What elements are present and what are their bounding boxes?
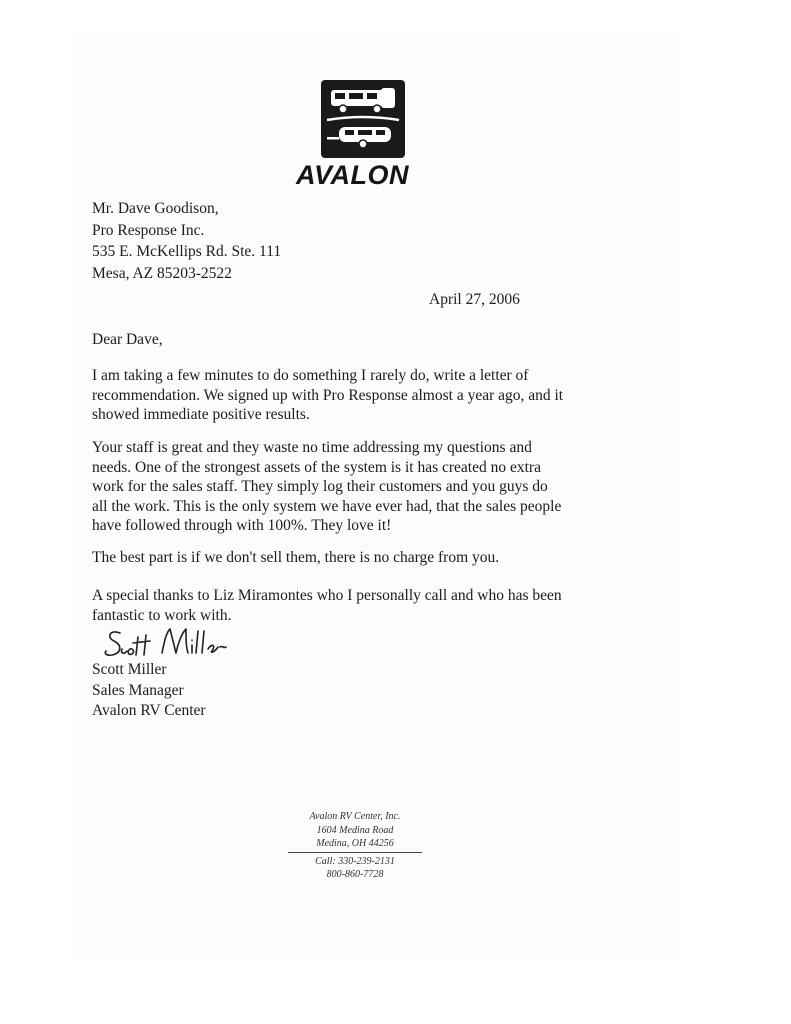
footer-city: Medina, OH 44256 (316, 838, 394, 849)
rv-vehicles-icon (321, 80, 405, 158)
signer-block (92, 660, 206, 722)
brand-name: AVALON (296, 160, 409, 190)
footer-phone: Call: 330-239-2131 (315, 855, 395, 867)
paragraph-line: work for the sales staff. They simply log their customers and you guys do (92, 478, 548, 495)
paragraph-line: fantastic to work with. (92, 606, 232, 624)
paragraph-line: all the work. This is the only system we have ever had, that the sales people (92, 497, 562, 515)
body-paragraph-4 (92, 586, 612, 625)
signer-company: Avalon RV Center (92, 702, 206, 719)
recipient-city-state-zip: Mesa, AZ 85203-2522 (92, 264, 232, 282)
recipient-company: Pro Response Inc. (92, 221, 205, 239)
signer-name: Scott Miller (92, 661, 167, 678)
recipient-name: Mr. Dave Goodison, (92, 200, 219, 217)
body-paragraph-2 (92, 438, 612, 536)
paragraph-line: The best part is if we don't sell them, there is no charge from you. (92, 549, 500, 566)
recipient-address (92, 198, 281, 284)
paragraph-line: showed immediate positive results. (92, 406, 310, 423)
recipient-street: 535 E. McKellips Rd. Ste. 111 (92, 243, 282, 260)
footer-divider (288, 852, 422, 853)
paragraph-line: recommendation. We signed up with Pro Response almost a year ago, and it (92, 386, 564, 404)
footer-address (280, 810, 430, 882)
footer-street: 1604 Medina Road (316, 824, 394, 836)
paragraph-line: needs. One of the strongest assets of the system is it has created no extra (92, 458, 541, 476)
salutation: Dear Dave, (92, 331, 163, 348)
letter-date: April 27, 2006 (429, 291, 520, 308)
signer-title: Sales Manager (92, 681, 184, 699)
footer-tollfree: 800-860-7728 (326, 869, 384, 880)
paragraph-line: Your staff is great and they waste no time addressing my questions and (92, 439, 532, 456)
body-paragraph-3 (92, 548, 612, 568)
footer-company: Avalon RV Center, Inc. (309, 811, 401, 822)
paragraph-line: have followed through with 100%. They love it! (92, 517, 392, 534)
paragraph-line: I am taking a few minutes to do something I rarely do, write a letter of (92, 367, 529, 384)
paragraph-line: A special thanks to Liz Miramontes who I personally call and who has been (92, 587, 562, 604)
body-paragraph-1 (92, 366, 612, 425)
